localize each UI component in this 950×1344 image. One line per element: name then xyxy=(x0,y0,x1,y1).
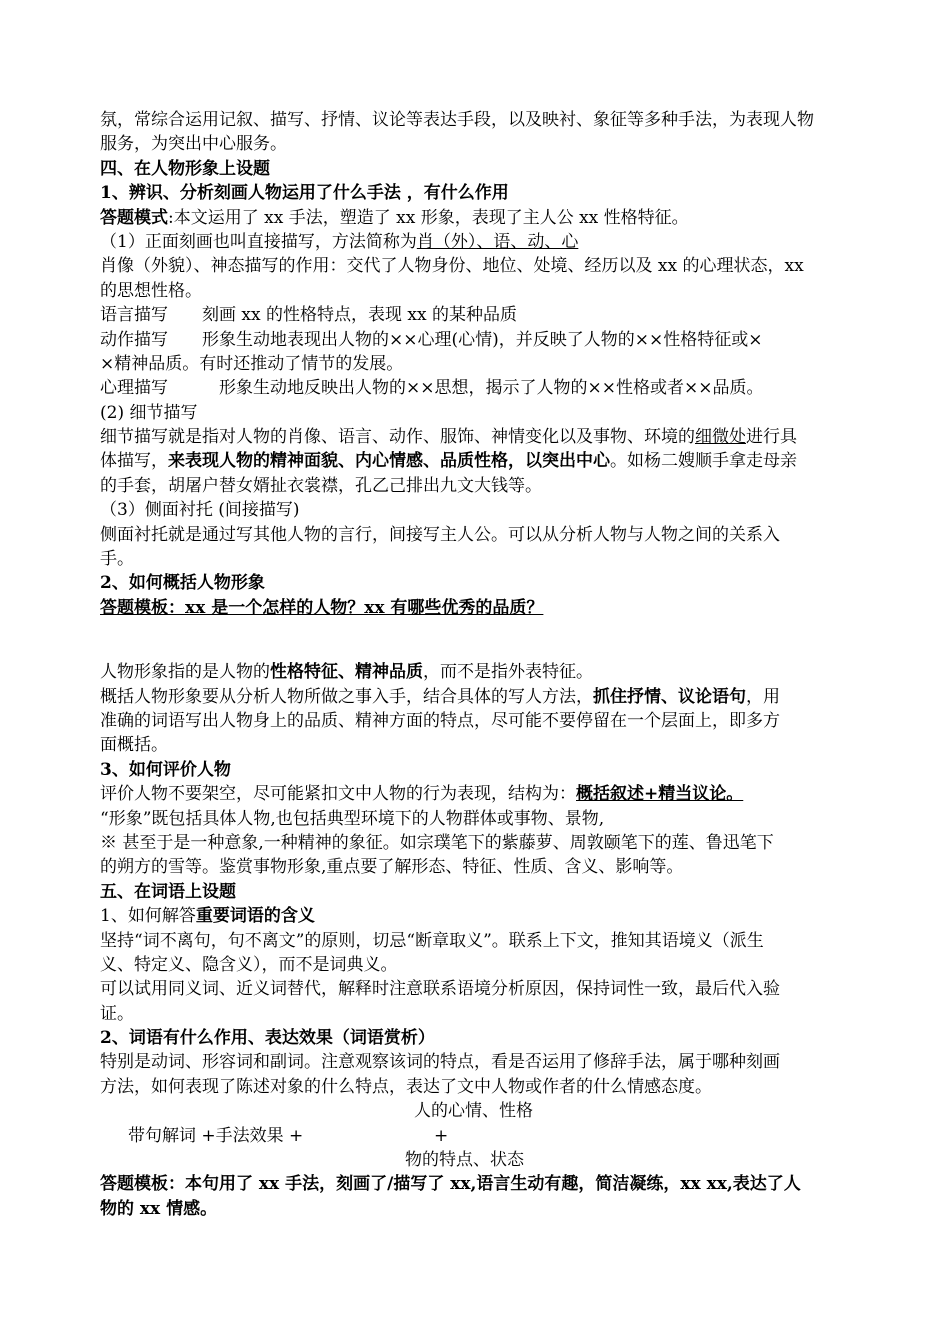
underlined-text: 肖（外）、语、动、心 xyxy=(416,231,579,252)
text-line: 证。 xyxy=(100,1003,134,1024)
text-line: 心理描写 形象生动地反映出人物的××思想，揭示了人物的××性格或者××品质。 xyxy=(100,378,764,399)
subsection-heading: 2、如何概括人物形象 xyxy=(100,573,265,594)
text-span: 评价人物不要架空，尽可能紧扣文中人物的行为表现，结构为： xyxy=(100,784,576,805)
text-span: ，用 xyxy=(746,686,780,707)
text-line: “形象”既包括具体人物,也包括典型环境下的人物群体或事物、景物, xyxy=(100,808,605,829)
answer-template: 答题模板：xx 是一个怎样的人物？xx 有哪些优秀的品质？ xyxy=(100,597,544,618)
text-line: 服务，为突出中心服务。 xyxy=(100,134,287,155)
text-line: 氛，常综合运用记叙、描写、抒情、议论等表达手段，以及映衬、象征等多种手法，为表现人物 xyxy=(100,110,814,130)
subsection-heading xyxy=(100,904,852,928)
answer-pattern xyxy=(100,206,852,230)
text-line: 动作描写 形象生动地表现出人物的××心理(心情)，并反映了人物的××性格特征或× xyxy=(100,329,763,350)
text-span: 概括人物形象要从分析人物所做之事入手，结合具体的写人方法， xyxy=(100,686,593,707)
bold-text: 来表现人物的精神面貌、内心情感、品质性格，以突出中心 xyxy=(168,451,610,472)
text-span: 人物形象指的是人物的 xyxy=(100,662,270,683)
text-line: 语言描写 刻画 xx 的性格特点，表现 xx 的某种品质 xyxy=(100,305,517,326)
text-line: 特别是动词、形容词和副词。注意观察该词的特点，看是否运用了修辞手法，属于哪种刻画 xyxy=(100,1052,780,1073)
text-line: (2) 细节描写 xyxy=(100,402,198,423)
text-line: 面概括。 xyxy=(100,735,168,756)
formula-bottom: 物的特点、状态 xyxy=(405,1150,524,1171)
text-line xyxy=(100,782,852,806)
text-span: 1、如何解答 xyxy=(100,906,196,927)
text-line: 肖像（外貌）、神态描写的作用：交代了人物身份、地位、处境、经历以及 xx 的心理状态，xx xyxy=(100,256,804,277)
formula-top: 人的心情、性格 xyxy=(414,1101,533,1122)
formula-left: 带句解词 +手法效果 + xyxy=(128,1125,304,1146)
text-line: 准确的词语写出人物身上的品质、精神方面的特点，尽可能不要停留在一个层面上，即多方 xyxy=(100,710,780,731)
answer-template: 物的 xx 情感。 xyxy=(100,1198,218,1219)
bold-text: 性格特征、精神品质 xyxy=(270,662,423,683)
text-line: ※ 甚至于是一种意象,一种精神的象征。如宗璞笔下的紫藤萝、周敦颐笔下的莲、鲁迅笔下 xyxy=(100,832,774,853)
formula-row xyxy=(100,1124,852,1148)
section-heading: 五、在词语上设题 xyxy=(100,881,236,902)
section-heading: 四、在人物形象上设题 xyxy=(100,158,270,179)
text-line: 侧面衬托就是通过写其他人物的言行，间接写主人公。可以从分析人物与人物之间的关系入 xyxy=(100,524,780,545)
text-span: 体描写， xyxy=(100,451,168,472)
text-line: 义、特定义、隐含义），而不是词典义。 xyxy=(100,954,398,975)
text-span: 。如杨二嫂顺手拿走母亲 xyxy=(610,451,797,472)
text-line: 可以试用同义词、近义词替代，解释时注意联系语境分析原因，保持词性一致，最后代入验 xyxy=(100,979,780,1000)
text-span: :本文运用了 xx 手法，塑造了 xx 形象，表现了主人公 xx 性格特征。 xyxy=(168,207,689,228)
text-line: 的朔方的雪等。鉴赏事物形象,重点要了解形态、特征、性质、含义、影响等。 xyxy=(100,857,684,878)
document-page xyxy=(100,108,852,1221)
text-line: 方法，如何表现了陈述对象的什么特点，表达了文中人物或作者的什么情感态度。 xyxy=(100,1076,712,1097)
bold-label: 答题模式 xyxy=(100,207,168,228)
text-span: 细节描写就是指对人物的肖像、语言、动作、服饰、神情变化以及事物、环境的 xyxy=(100,427,695,448)
text-line xyxy=(100,449,852,473)
text-line xyxy=(100,660,852,684)
text-span: ，而不是指外表特征。 xyxy=(423,662,593,683)
bold-text: 抓住抒情、议论语句 xyxy=(593,686,746,707)
text-span: （1）正面刻画也叫直接描写，方法简称为 xyxy=(100,231,417,252)
blank-line xyxy=(100,620,852,660)
underlined-text: 细微处 xyxy=(695,427,746,448)
text-line xyxy=(100,230,852,254)
subsection-heading: 2、词语有什么作用、表达效果（词语赏析） xyxy=(100,1028,435,1049)
answer-template: 答题模板：本句用了 xx 手法，刻画了/描写了 xx,语言生动有趣，简洁凝练，xx xx,表达了人 xyxy=(100,1174,801,1195)
subsection-heading: 1、辨识、分析刻画人物运用了什么手法 ，有什么作用 xyxy=(100,183,509,204)
text-line: 手。 xyxy=(100,549,134,570)
formula-plus: + xyxy=(434,1125,449,1146)
text-line xyxy=(100,425,852,449)
subsection-heading: 3、如何评价人物 xyxy=(100,759,231,780)
text-line xyxy=(100,685,852,709)
text-span: 进行具 xyxy=(746,427,797,448)
bold-underlined-text: 概括叙述+精当议论。 xyxy=(576,784,744,805)
text-line: 的思想性格。 xyxy=(100,280,202,301)
bold-text: 重要词语的含义 xyxy=(195,906,315,927)
text-line: 坚持“词不离句，句不离文”的原则，切忌“断章取义”。联系上下文，推知其语境义（派生 xyxy=(100,930,764,951)
text-line: （3）侧面衬托 (间接描写) xyxy=(100,500,300,521)
text-line: 的手套，胡屠户替女婿扯衣裳襟，孔乙己排出九文大钱等。 xyxy=(100,475,542,496)
text-line: ×精神品质。有时还推动了情节的发展。 xyxy=(100,353,404,374)
